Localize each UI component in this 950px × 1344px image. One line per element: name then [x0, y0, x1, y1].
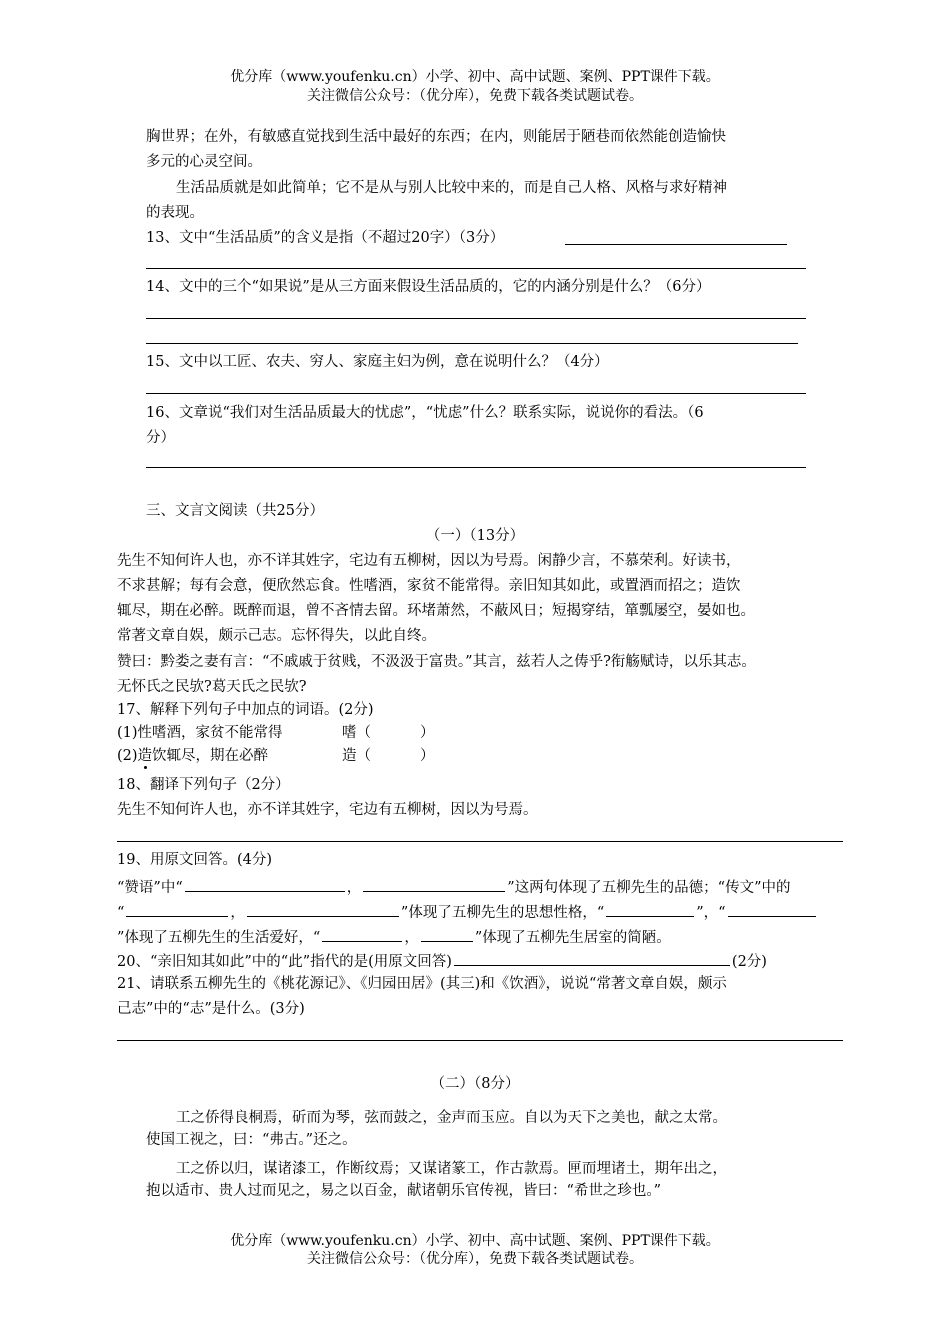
q17-2-dotted: 造 — [137, 748, 153, 764]
q17-1-answer-label: 嗜（ — [342, 725, 371, 741]
q19-text: ， — [404, 930, 419, 946]
q19-text: ”，“ — [696, 905, 726, 921]
q19-line-3 — [117, 925, 671, 948]
q19-line-2 — [117, 900, 818, 923]
classical-text-line: 赞曰：黔娄之妻有言：“不戚戚于贫贱，不汲汲于富贵。”其言，兹若人之俦乎?衔觞赋诗，以乐其志。 — [117, 654, 756, 670]
classical-text-line: 不求甚解；每有会意，便欣然忘食。性嗜酒，家贫不能常得。亲旧知其如此，或置酒而招之；造饮 — [117, 578, 741, 594]
answer-line-15[interactable] — [146, 393, 806, 394]
q17-1-pre: (1)性 — [117, 725, 153, 741]
answer-line-16[interactable] — [146, 467, 806, 468]
footer-line-1: 优分库（www.youfenku.cn）小学、初中、高中试题、案例、PPT课件下载。 — [230, 1233, 720, 1249]
question-14: 14、文中的三个“如果说”是从三方面来假设生活品质的，它的内涵分别是什么？（6分） — [146, 279, 711, 295]
q19-text: ”体现了五柳先生居室的简陋。 — [474, 930, 671, 946]
answer-line-14a[interactable] — [146, 318, 806, 319]
question-17: 17、解释下列句子中加点的词语。(2分) — [117, 702, 374, 718]
answer-line-13b[interactable] — [146, 268, 806, 269]
q19-blank[interactable] — [421, 925, 473, 942]
q19-text: ， — [346, 880, 362, 896]
q17-1-post: 酒，家贫不能常得 — [166, 725, 283, 741]
question-17-item-1 — [117, 723, 283, 743]
classical-text-line: 先生不知何许人也，亦不详其姓字，宅边有五柳树，因以为号焉。闲静少言，不慕荣利。好读书， — [117, 553, 741, 569]
passage-line: 的表现。 — [146, 205, 204, 221]
q17-2-answer-close: ） — [420, 748, 435, 764]
question-18: 18、翻译下列句子（2分） — [117, 777, 290, 793]
q19-blank[interactable] — [322, 925, 402, 942]
answer-line-18[interactable] — [117, 841, 843, 842]
q17-2-answer-label: 造（ — [342, 748, 371, 764]
q19-blank[interactable] — [606, 900, 694, 917]
q20-blank[interactable] — [454, 949, 730, 966]
section-title: 三、文言文阅读（共25分） — [146, 503, 324, 519]
q19-text: ”这两句体现了五柳先生的品德；“传文”中的 — [507, 880, 791, 896]
question-19: 19、用原文回答。(4分) — [117, 852, 272, 868]
header-line-1: 优分库（www.youfenku.cn）小学、初中、高中试题、案例、PPT课件下载。 — [230, 69, 720, 85]
passage-line: 胸世界；在外，有敏感直觉找到生活中最好的东西；在内，则能居于陋巷而依然能创造愉快 — [146, 129, 726, 145]
answer-line-13a[interactable] — [565, 244, 787, 245]
header-line-2: 关注微信公众号：（优分库），免费下载各类试题试卷。 — [307, 88, 643, 104]
question-16-cont: 分） — [146, 430, 175, 446]
q19-blank[interactable] — [247, 900, 399, 917]
passage-line: 多元的心灵空间。 — [146, 154, 262, 170]
answer-line-21[interactable] — [117, 1040, 843, 1041]
question-21: 21、请联系五柳先生的《桃花源记》、《归园田居》(其三)和《饮酒》，说说“常著文章自娱，颇示 — [117, 976, 727, 992]
classical-text-line: 无怀氏之民欤?葛天氏之民欤? — [117, 679, 307, 695]
q19-text: “赞语”中“ — [117, 880, 183, 896]
q19-blank[interactable] — [363, 875, 505, 892]
classical-text-line: 辄尽，期在必醉。既醉而退，曾不吝情去留。环堵萧然，不蔽风日；短揭穿结，箪瓢屡空，晏如也。 — [117, 603, 755, 619]
q20-score: (2分) — [731, 954, 767, 970]
q19-blank[interactable] — [126, 900, 228, 917]
question-21-cont: 己志”中的“志”是什么。(3分) — [117, 1001, 305, 1017]
part-2-title: （二）（8分） — [430, 1076, 520, 1092]
footer-line-2: 关注微信公众号：（优分库），免费下载各类试题试卷。 — [307, 1251, 643, 1267]
question-13: 13、文中“生活品质”的含义是指（不超过20字）（3分） — [146, 230, 505, 246]
q19-text: ， — [230, 905, 245, 921]
classical-text-2-line: 工之侨以归，谋诸漆工，作断纹焉；又谋诸篆工，作古款焉。匣而埋诸土，期年出之， — [176, 1161, 727, 1177]
question-15: 15、文中以工匠、农夫、穷人、家庭主妇为例，意在说明什么？（4分） — [146, 354, 609, 370]
q17-1-dotted: 嗜 — [152, 725, 167, 741]
q17-2-pre: (2) — [117, 748, 138, 764]
q19-text: ”体现了五柳先生的思想性格，“ — [400, 905, 605, 921]
answer-line-14b[interactable] — [146, 343, 798, 344]
q17-1-answer-close: ） — [420, 725, 435, 741]
classical-text-2-line: 使国工视之，曰：“弗古。”还之。 — [146, 1132, 357, 1148]
question-16: 16、文章说“我们对生活品质最大的忧虑”，“忧虑”什么？联系实际，说说你的看法。（6 — [146, 405, 704, 421]
classical-text-2-line: 工之侨得良桐焉，斫而为琴，弦而鼓之，金声而玉应。自以为天下之美也，献之太常。 — [176, 1110, 727, 1126]
q19-text: “ — [117, 905, 125, 921]
q19-line-1 — [117, 875, 791, 898]
q18-sentence: 先生不知何许人也，亦不详其姓字，宅边有五柳树，因以为号焉。 — [117, 802, 538, 818]
q19-blank[interactable] — [728, 900, 816, 917]
classical-text-line: 常著文章自娱，颇示己志。忘怀得失，以此自终。 — [117, 628, 436, 644]
part-1-title: （一）（13分） — [425, 528, 525, 544]
q19-text: ”体现了五柳先生的生活爱好，“ — [117, 930, 321, 946]
passage-line: 生活品质就是如此简单；它不是从与别人比较中来的，而是自己人格、风格与求好精神 — [176, 180, 727, 196]
classical-text-2-line: 抱以适市、贵人过而见之，易之以百金，献诸朝乐官传视，皆曰：“希世之珍也。” — [146, 1183, 662, 1199]
question-17-item-2 — [117, 746, 268, 766]
q19-blank[interactable] — [185, 875, 345, 892]
q20-text: 20、“亲旧知其如此”中的“此”指代的是(用原文回答) — [117, 954, 452, 970]
q17-2-post: 饮辄尽，期在必醉 — [152, 748, 269, 764]
question-20 — [117, 949, 767, 972]
